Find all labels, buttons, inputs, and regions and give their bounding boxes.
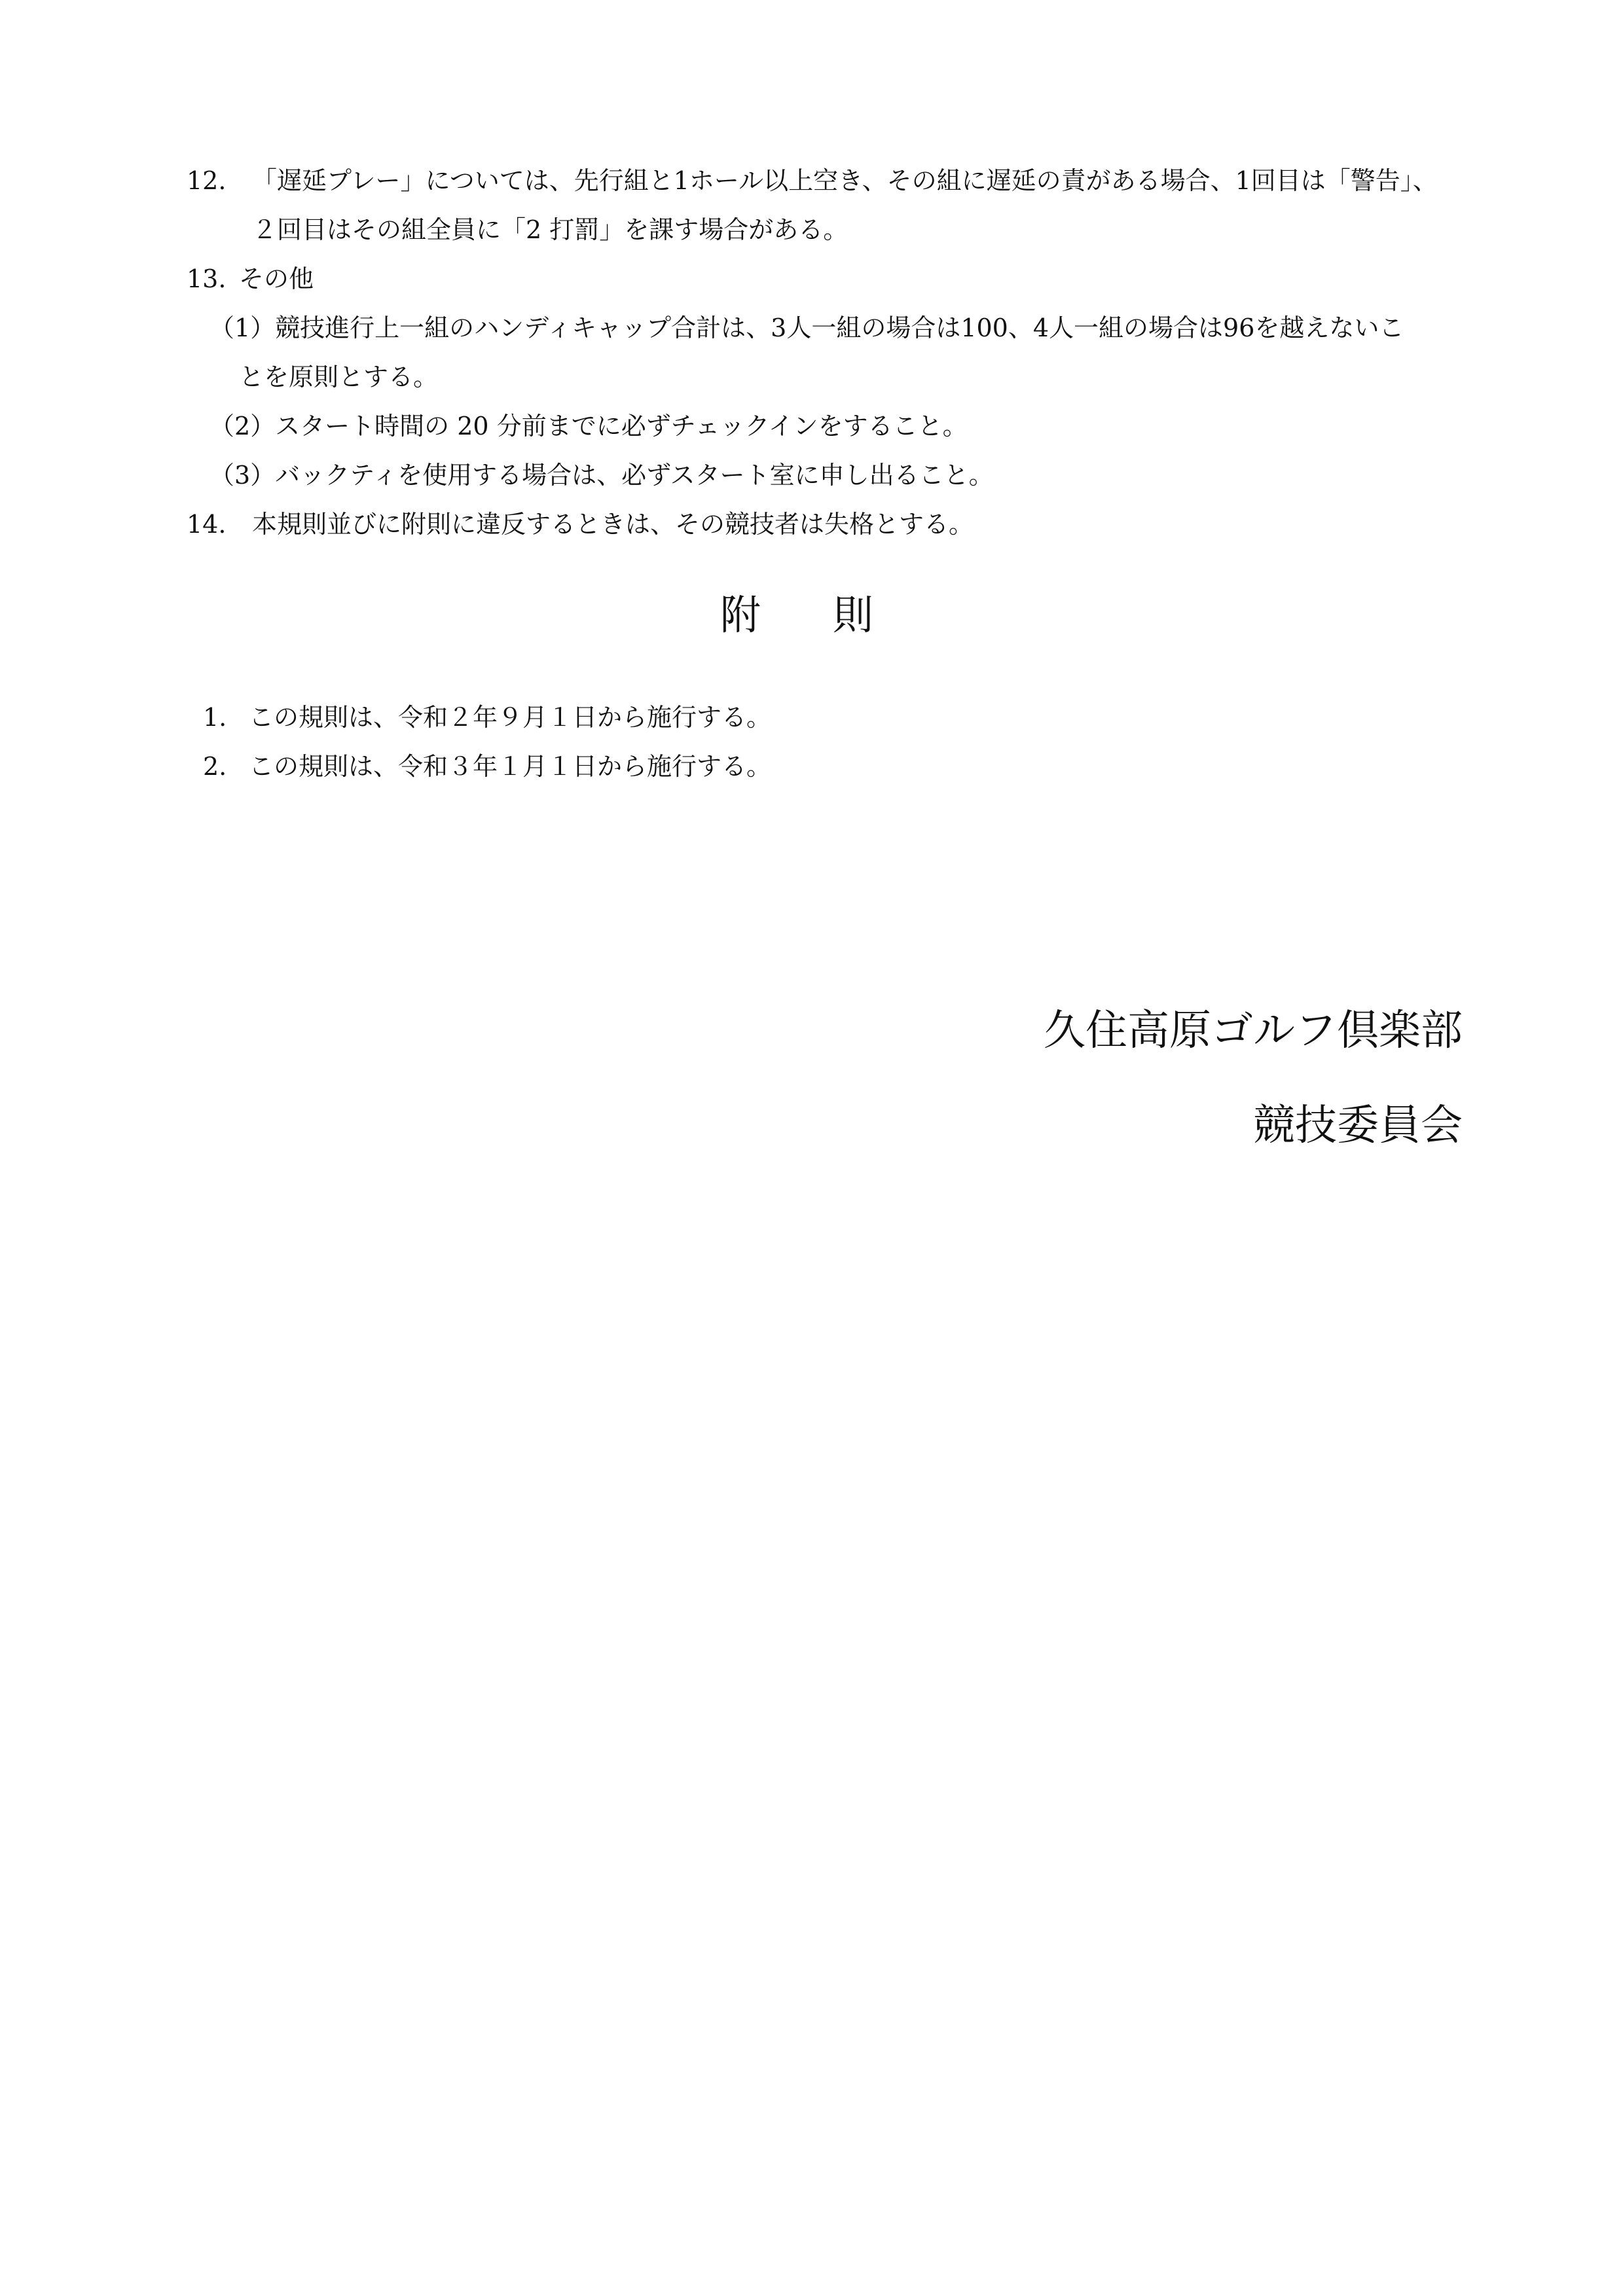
supplementary-item-1-text: この規則は、令和２年９月１日から施行する。 <box>249 703 772 732</box>
rule-14-text: 本規則並びに附則に違反するときは、その競技者は失格とする。 <box>252 510 974 539</box>
supplementary-item-1-number: 1. <box>203 703 227 732</box>
supplementary-heading <box>720 589 873 641</box>
rule-12-line-2: ２回目はその組全員に「2 打罰」を課す場合がある。 <box>252 215 848 244</box>
supplementary-heading-char-1: 附 <box>720 591 761 639</box>
rule-13-title: その他 <box>239 264 314 293</box>
rule-13-sub1-line-2: とを原則とする。 <box>239 363 439 391</box>
supplementary-item-2-text: この規則は、令和３年１月１日から施行する。 <box>249 752 772 781</box>
rule-12-text-1: 「遅延プレー」については、先行組と1ホール以上空き、その組に遅延の責がある場合、1回目は「警告」、 <box>252 166 1438 195</box>
supplementary-heading-char-2: 則 <box>833 591 874 639</box>
rule-12-number: 12. <box>187 166 227 195</box>
supplementary-item-1 <box>203 702 771 733</box>
rule-14-line <box>187 509 974 540</box>
rule-13-heading <box>187 263 314 295</box>
rule-13-sub2: （2）スタート時間の 20 分前までに必ずチェックインをすること。 <box>210 412 968 440</box>
rule-14-number: 14. <box>187 510 227 539</box>
rule-13-sub3: （3）バックティを使用する場合は、必ずスタート室に申し出ること。 <box>210 461 994 490</box>
club-name: 久住高原ゴルフ倶楽部 <box>1044 1007 1463 1055</box>
supplementary-item-2-number: 2. <box>203 752 227 781</box>
rule-13-sub1-line-1: （1）競技進行上一組のハンディキャップ合計は、3人一組の場合は100、4人一組の場合は96を越えないこ <box>210 314 1404 342</box>
committee-name: 競技委員会 <box>1253 1102 1463 1150</box>
supplementary-item-2 <box>203 751 771 782</box>
rule-12-line-1 <box>187 165 1438 196</box>
rule-13-number: 13. <box>187 264 227 293</box>
